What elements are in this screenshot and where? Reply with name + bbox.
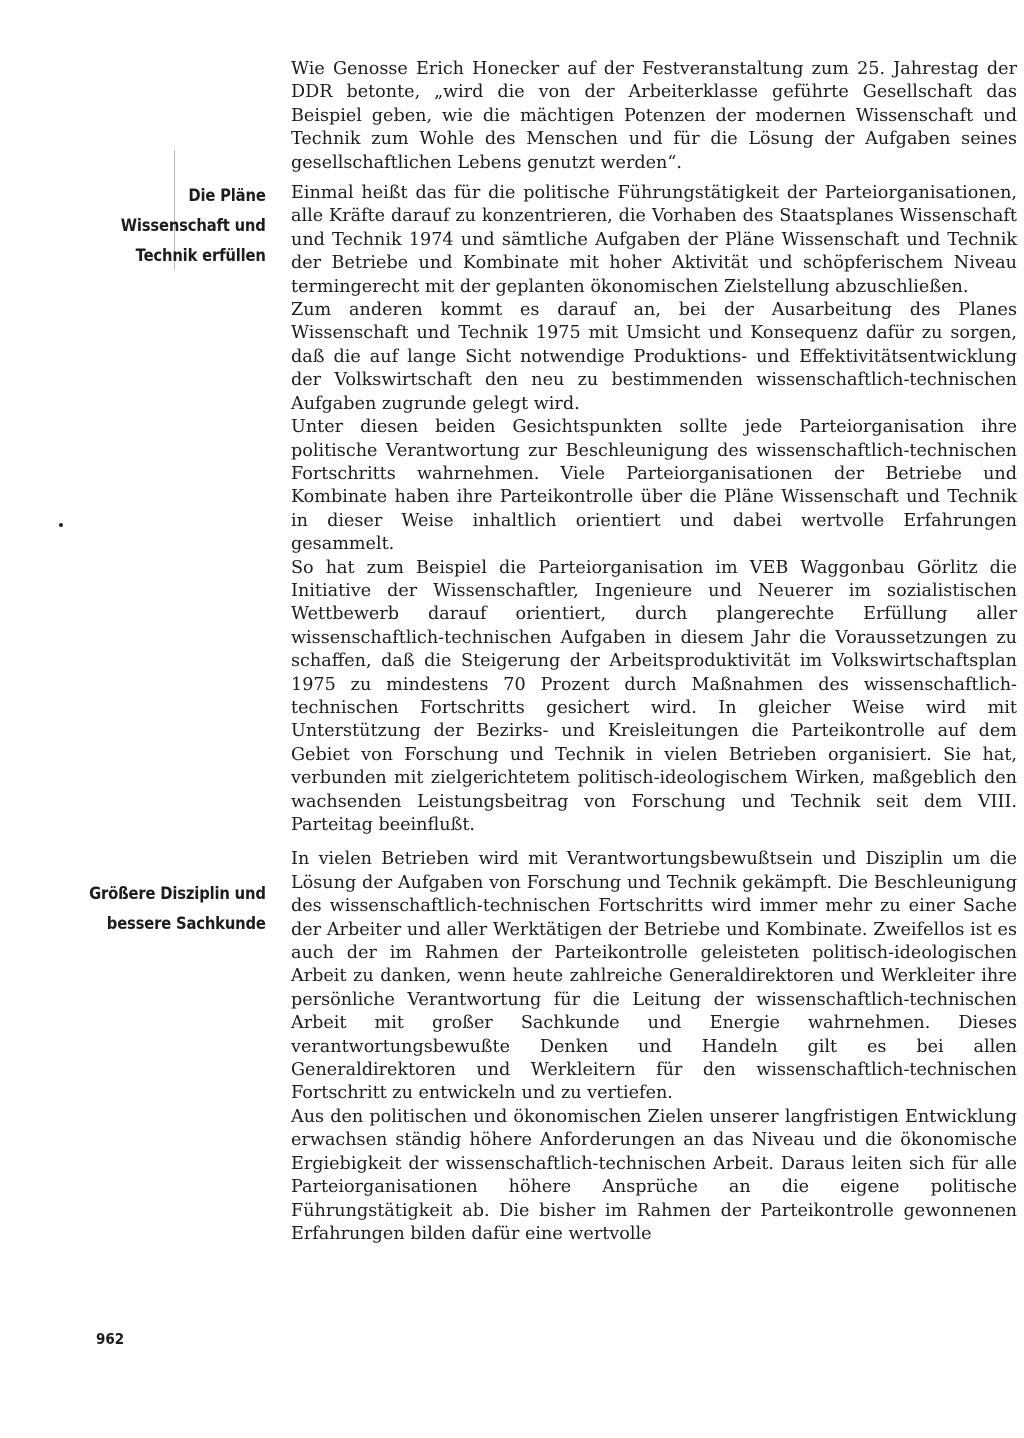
side-heading-line: Größere Disziplin und xyxy=(89,883,266,903)
paragraph: In vielen Betrieben wird mit Verantwortungsbewußtsein und Disziplin um die Lösung der Aufgaben von Forschung und Technik gekämpft. Die Beschleunigung des wissenschaftlich-technischen Fortschritts wird immer mehr zu einer Sache der Arbeiter und aller Werktätigen der Betriebe und Kombinate. Zweifellos ist es auch der im Rahmen der Parteikontrolle geleisteten politisch-ideologischen Arbeit zu danken, wenn heute zahlreiche Generaldirektoren und Werkleiter ihre persönliche Verantwortung für die Leitung der wissenschaftlich-technischen Arbeit mit großer Sachkunde und Energie wahrnehmen. Dieses verantwortungsbewußte Denken und Handeln gilt es bei allen Generaldirektoren und Werkleitern für den wissenschaftlich-technischen Fortschritt zu entwickeln und zu vertiefen. xyxy=(291,849,1017,1104)
margin-dot xyxy=(59,523,63,527)
paragraph: So hat zum Beispiel die Parteiorganisation im VEB Waggonbau Görlitz die Initiative der Wissenschaftler, Ingenieure und Neuerer im sozialistischen Wettbewerb darauf orientiert, durch plangerechte Erfüllung aller wissenschaftlich-technischen Aufgaben in diesem Jahr die Voraussetzungen zu schaffen, daß die Steigerung der Arbeitsproduktivität im Volkswirtschaftsplan 1975 zu mindestens 70 Prozent durch Maßnahmen des wissenschaftlich-technischen Fortschritts gesichert wird. In gleicher Weise wird mit Unterstützung der Bezirks- und Kreisleitungen die Parteikontrolle auf dem Gebiet von Forschung und Technik in vielen Betrieben organisiert. Sie hat, verbunden mit zielgerichtetem politisch-ideologischem Wirken, maßgeblich den wachsenden Leistungsbeitrag von Forschung und Technik seit dem VIII. Parteitag beeinflußt. xyxy=(291,557,1017,835)
paragraph: Unter diesen beiden Gesichtspunkten sollte jede Parteiorganisation ihre politische Verantwortung zur Beschleunigung des wissenschaftlich-technischen Fortschritts wahrnehmen. Viele Parteiorganisationen der Betriebe und Kombinate haben ihre Parteikontrolle über die Pläne Wissenschaft und Technik in dieser Weise inhaltlich orientiert und dabei wertvolle Erfahrungen gesammelt. xyxy=(291,417,1017,555)
side-heading-line: Technik erfüllen xyxy=(135,245,266,265)
body-text xyxy=(291,58,1017,1246)
side-heading-discipline xyxy=(89,878,266,938)
side-heading-line: bessere Sachkunde xyxy=(107,913,266,933)
side-heading-line: Die Pläne xyxy=(188,185,266,205)
paragraph: Wie Genosse Erich Honecker auf der Festveranstaltung zum 25. Jahrestag der DDR betonte, „wird die von der Arbeiterklasse geführte Gesellschaft das Beispiel geben, wie die mächtigen Potenzen der modernen Wissenschaft und Technik zum Wohle des Menschen und für die Lösung der Aufgaben seines gesellschaftlichen Lebens genutzt werden“. xyxy=(291,59,1017,173)
side-heading-plans xyxy=(121,180,266,270)
paragraph: Zum anderen kommt es darauf an, bei der Ausarbeitung des Planes Wissenschaft und Technik 1975 mit Umsicht und Konsequenz dafür zu sorgen, daß die auf lange Sicht notwendige Produktions- und Effektivitätsentwicklung der Volkswirtschaft den neu zu bestimmenden wissenschaftlich-technischen Aufgaben zugrunde gelegt wird. xyxy=(291,300,1017,414)
side-heading-line: Wissenschaft und xyxy=(121,215,266,235)
page-number: 962 xyxy=(96,1330,125,1348)
paragraph: Aus den politischen und ökonomischen Zielen unserer langfristigen Entwicklung erwachsen ständig höhere Anforderungen an das Niveau und die ökonomische Ergiebigkeit der wissenschaftlich-technischen Arbeit. Daraus leiten sich für alle Parteiorganisationen höhere Ansprüche an die eigene politische Führungstätigkeit ab. Die bisher im Rahmen der Parteikontrolle gewonnenen Erfahrungen bilden dafür eine wertvolle xyxy=(291,1106,1017,1244)
paragraph: Einmal heißt das für die politische Führungstätigkeit der Parteiorganisationen, alle Kräfte darauf zu konzentrieren, die Vorhaben des Staatsplanes Wissenschaft und Technik 1974 und sämtliche Aufgaben der Pläne Wissenschaft und Technik der Betriebe und Kombinate mit hoher Aktivität und schöpferischem Niveau termingerecht mit der geplanten ökonomischen Zielstellung abzuschließen. xyxy=(291,183,1017,297)
